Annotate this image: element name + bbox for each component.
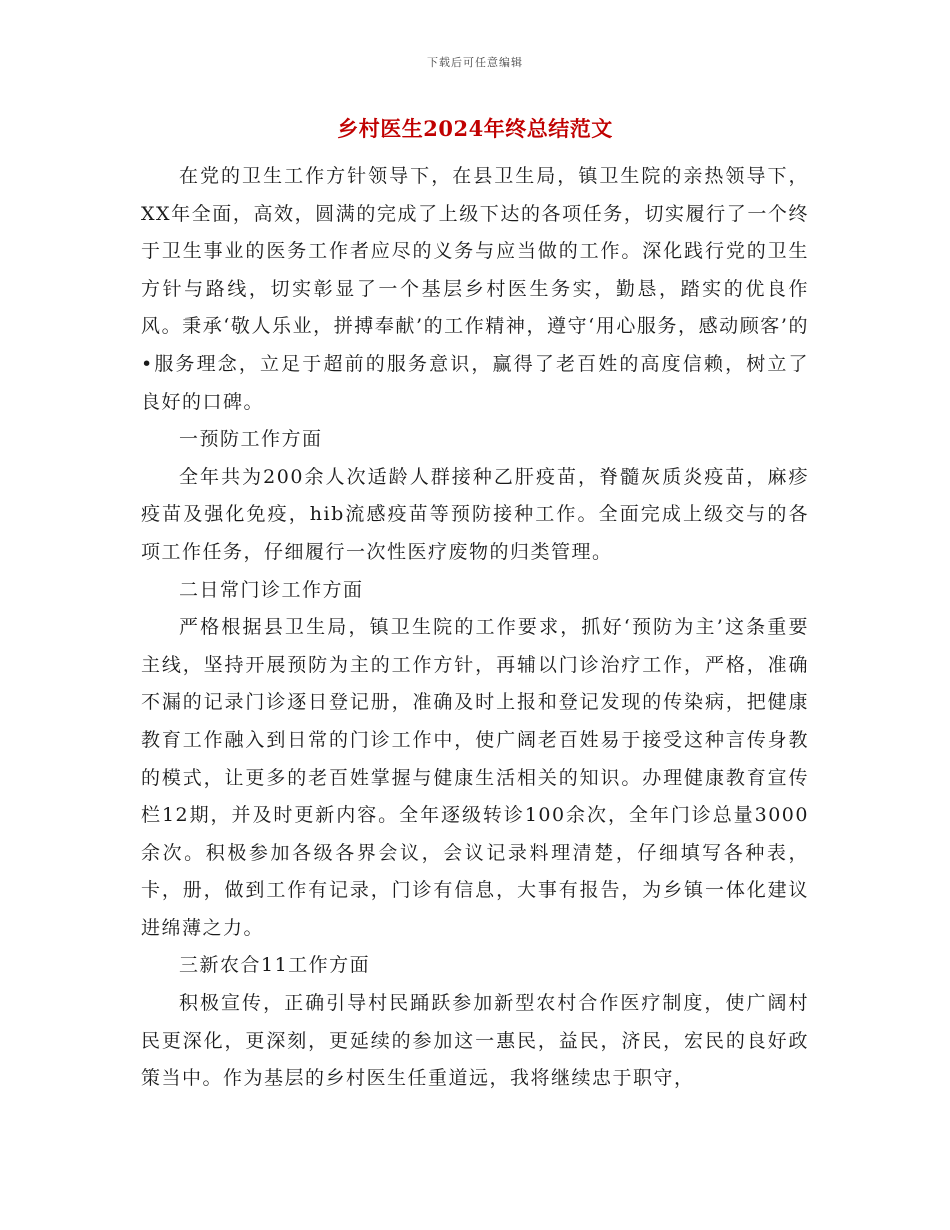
- document-body: [141, 158, 809, 1098]
- section-heading-new-rural-coop: 三新农合11工作方面: [179, 954, 371, 977]
- section-heading-prevention: 一预防工作方面: [179, 428, 323, 451]
- paragraph-new-rural-coop: 积极宣传，正确引导村民踊跃参加新型农村合作医疗制度，使广阔村民更深化，更深刻，更延续的参加这一惠民，益民，济民，宏民的良好政策当中。作为基层的乡村医生任重道远，我将继续忠于职守，: [141, 992, 809, 1090]
- paragraph-prevention: 全年共为200余人次适龄人群接种乙肝疫苗，脊髓灰质炎疫苗，麻疹疫苗及强化免疫，hib流感疫苗等预防接种工作。全面完成上级交与的各项工作任务，仔细履行一次性医疗废物的归类管理。: [141, 465, 809, 563]
- header-note: 下载后可任意编辑: [427, 56, 523, 69]
- document-title: 乡村医生2024年终总结范文: [337, 116, 613, 141]
- paragraph-outpatient: 严格根据县卫生局，镇卫生院的工作要求，抓好‘预防为主’这条重要主线，坚持开展预防为主的工作方针，再辅以门诊治疗工作，严格，准确不漏的记录门诊逐日登记册，准确及时上报和登记发现的传染病，把健康教育工作融入到日常的门诊工作中，使广阔老百姓易于接受这种言传身教的模式，让更多的老百姓掌握与健康生活相关的知识。办理健康教育宣传栏12期，并及时更新内容。全年逐级转诊100余次，全年门诊总量3000余次。积极参加各级各界会议，会议记录料理清楚，仔细填写各种表，卡，册，做到工作有记录，门诊有信息，大事有报告，为乡镇一体化建议进绵薄之力。: [141, 616, 809, 939]
- paragraph-intro: 在党的卫生工作方针领导下，在县卫生局，镇卫生院的亲热领导下，XX年全面，高效，圆满的完成了上级下达的各项任务，切实履行了一个终于卫生事业的医务工作者应尽的义务与应当做的工作。深化践行党的卫生方针与路线，切实彰显了一个基层乡村医生务实，勤恳，踏实的优良作风。秉承‘敬人乐业，拼搏奉献’的工作精神，遵守‘用心服务，感动顾客’的•服务理念，立足于超前的服务意识，赢得了老百姓的高度信赖，树立了良好的口碑。: [141, 165, 809, 413]
- section-heading-outpatient: 二日常门诊工作方面: [179, 578, 364, 601]
